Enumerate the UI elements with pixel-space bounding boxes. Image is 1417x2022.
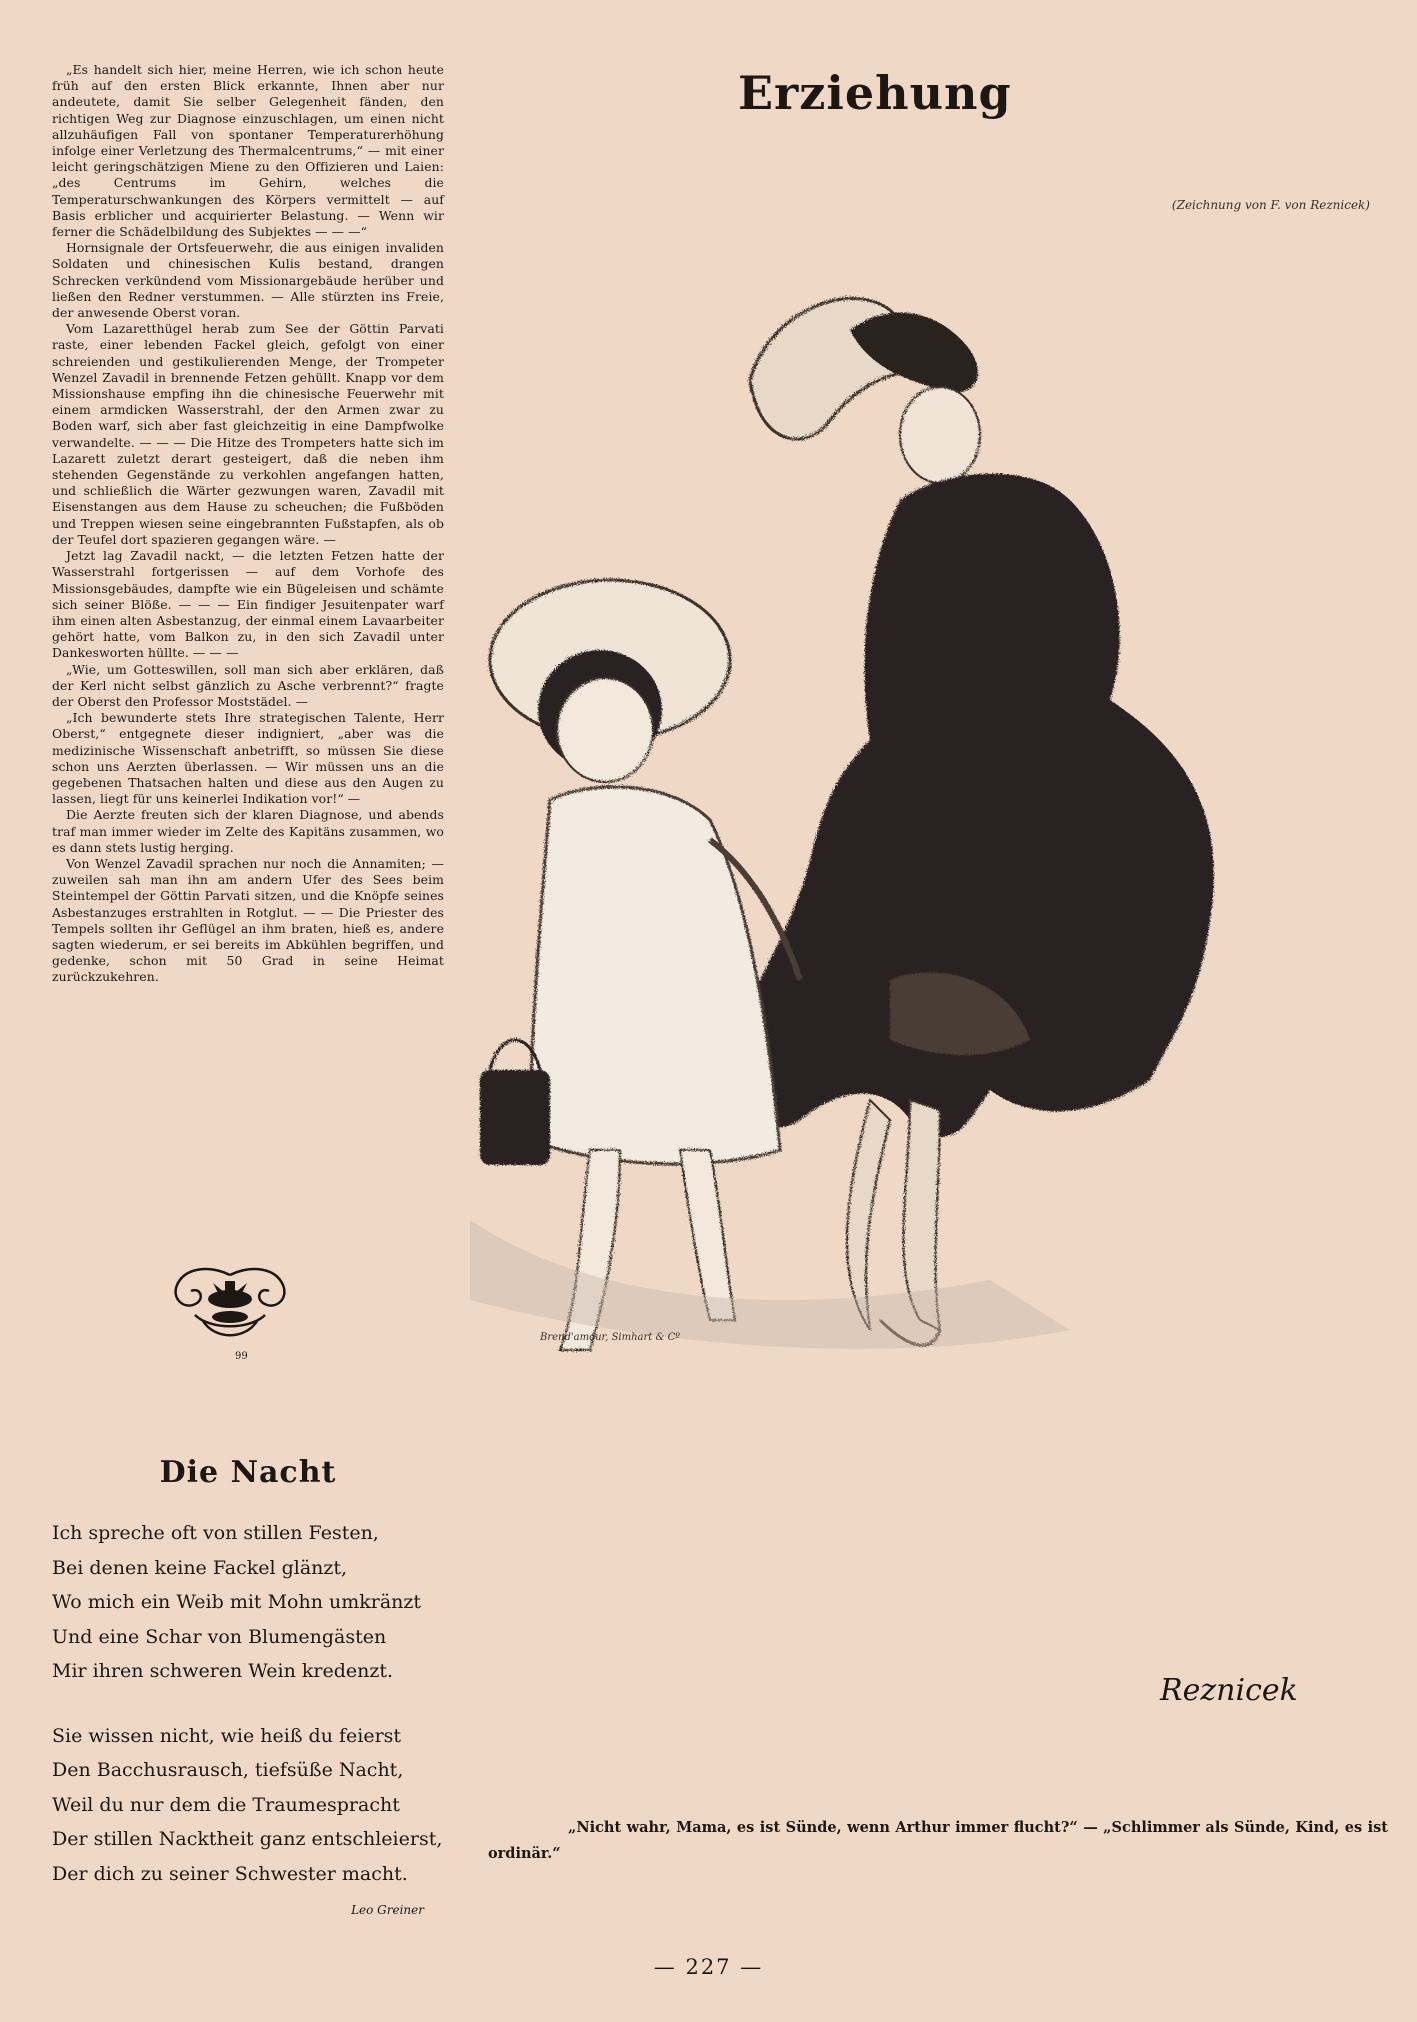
mother-figure [720,298,1214,1345]
poem-author: Leo Greiner [351,1903,424,1917]
poem-line: Weil du nur dem die Traumespracht [52,1793,400,1816]
poem-stanza [52,1516,444,1689]
story-paragraph: Vom Lazaretthügel herab zum See der Göttin Parvati raste, einer lebenden Fackel gleich, gefolgt von einer schreienden und gestikulierenden Menge, der Trompeter Wenzel Zavadil in brennende Fetzen gehüllt. Knapp vor dem Missionshause empfing ihn die chinesische Feuerwehr mit einem armdicken Wasserstrahl, der den Armen zwar zu Boden warf, sich aber fast gleichzeitig in eine Dampfwolke verwandelte. — — — Die Hitze des Trompeters hatte sich im Lazarett zuletzt derart gesteigert, daß die neben ihm stehenden Gegenstände zu verkohlen angefangen hatten, und schließlich die Wärter gezwungen waren, Zavadil mit Eisenstangen aus dem Hause zu scheuchen; die Fußböden und Treppen wiesen seine eingebrannten Fußstapfen, als ob der Teufel dort spazieren gegangen wäre. — [52,321,444,547]
story-paragraph: Von Wenzel Zavadil sprachen nur noch die Annamiten; — zuweilen sah man ihn am andern Ufer des Sees beim Steintempel der Göttin Parvati sitzen, und die Knöpfe seines Asbestanzuges erstrahlten in Rotglut. — — Die Priester des Tempels sollten ihr Geflügel an ihm braten, hieß es, andere sagten wiederum, er sei bereits im Abkühlen begriffen, und gedenke, schon mit 50 Grad in seine Heimat zurückzukehren. [52,855,444,985]
page-number: — 227 — [653,1955,764,1979]
poem-title: Die Nacht [159,1455,337,1490]
story-paragraph: Die Aerzte freuten sich der klaren Diagnose, und abends traf man immer wieder im Zelte des Kapitäns zusammen, wo es dann stets lustig herging. [52,807,444,855]
artist-signature: Reznicek [1160,1673,1298,1708]
decorative-vignette-icon [155,1255,305,1365]
poem-line: Ich spreche oft von stillen Festen, [52,1522,379,1544]
poem-line: Der stillen Nacktheit ganz entschleierst, [52,1828,443,1850]
ground-shading [470,1220,1070,1349]
story-paragraph: „Ich bewunderte stets Ihre strategischen Talente, Herr Oberst,“ entgegnete dieser indigniert, „aber was die medizinische Wissenschaft anbetrifft, so müssen Sie diese schon uns Aerzten überlassen. — Wir müssen uns an die gegebenen Thatsachen halten und diese aus den Augen zu lassen, liegt für uns keinerlei Indikation vor!“ — [52,710,444,807]
poem-line: Sie wissen nicht, wie heiß du feierst [52,1724,402,1747]
poem-stanza [52,1719,444,1892]
poem-line: Bei denen keine Fackel glänzt, [52,1556,348,1579]
story-text-column [52,62,444,986]
story-paragraph: „Es handelt sich hier, meine Herren, wie ich schon heute früh auf den ersten Blick erkannte, Ihnen aber nur andeutete, damit Sie selber Gelegenheit fänden, den richtigen Weg zur Diagnose einzuschlagen, um einen nicht allzuhäufigen Fall von spontaner Temperaturerhöhung infolge einer Verletzung des Thermalcentrums,“ — mit einer leicht geringschätzigen Miene zu den Offizieren und Laien: „des Centrums im Gehirn, welches die Temperaturschwankungen des Körpers vermittelt — auf Basis erblicher und acquirierter Belastung. — Wenn wir ferner die Schädelbildung des Subjektes — — —“ [52,62,444,240]
illustration-credit: (Zeichnung von F. von Reznicek) [1171,198,1370,212]
story-paragraph: Hornsignale der Ortsfeuerwehr, die aus einigen invaliden Soldaten und chinesischen Kulis bestand, drangen Schrecken verkündend vom Missionargebäude herüber und ließen den Redner verstummen. — Alle stürzten ins Freie, der anwesende Oberst voran. [52,240,444,321]
printer-credit: Brend'amour, Simhart & Cº [540,1332,680,1343]
illustration-title: Erziehung [738,66,1012,120]
poem-line: Der dich zu seiner Schwester macht. [52,1862,408,1885]
poem-line: Und eine Schar von Blumengästen [52,1625,387,1648]
vignette-signature: 99 [235,1351,248,1362]
story-paragraph: „Wie, um Gotteswillen, soll man sich aber erklären, daß der Kerl nicht selbst gänzlich zu Asche verbrennt?“ fragte der Oberst den Professor Moststädel. — [52,661,444,709]
poem [52,1455,444,1917]
illustration-panel [470,40,1388,1940]
illustration-caption: „Nicht wahr, Mama, es ist Sünde, wenn Arthur immer flucht?“ — „Schlimmer als Sünde, Kind, es ist ordinär.“ [488,1819,1388,1862]
poem-line: Wo mich ein Weib mit Mohn umkränzt [52,1591,422,1613]
child-figure [480,580,800,1350]
poem-line: Mir ihren schweren Wein kredenzt. [52,1660,394,1682]
illustration-drawing [470,220,1380,1800]
story-paragraph: Jetzt lag Zavadil nackt, — die letzten Fetzen hatte der Wasserstrahl fortgerissen — auf dem Vorhofe des Missionsgebäudes, dampfte wie ein Bügeleisen und schämte sich seiner Blöße. — — — Ein findiger Jesuitenpater warf ihm einen alten Asbestanzug, der einmal einem Lavaarbeiter gehört hatte, vom Balkon zu, in den sich Zavadil unter Dankesworten hüllte. — — — [52,548,444,661]
poem-line: Den Bacchusrausch, tiefsüße Nacht, [52,1759,404,1781]
